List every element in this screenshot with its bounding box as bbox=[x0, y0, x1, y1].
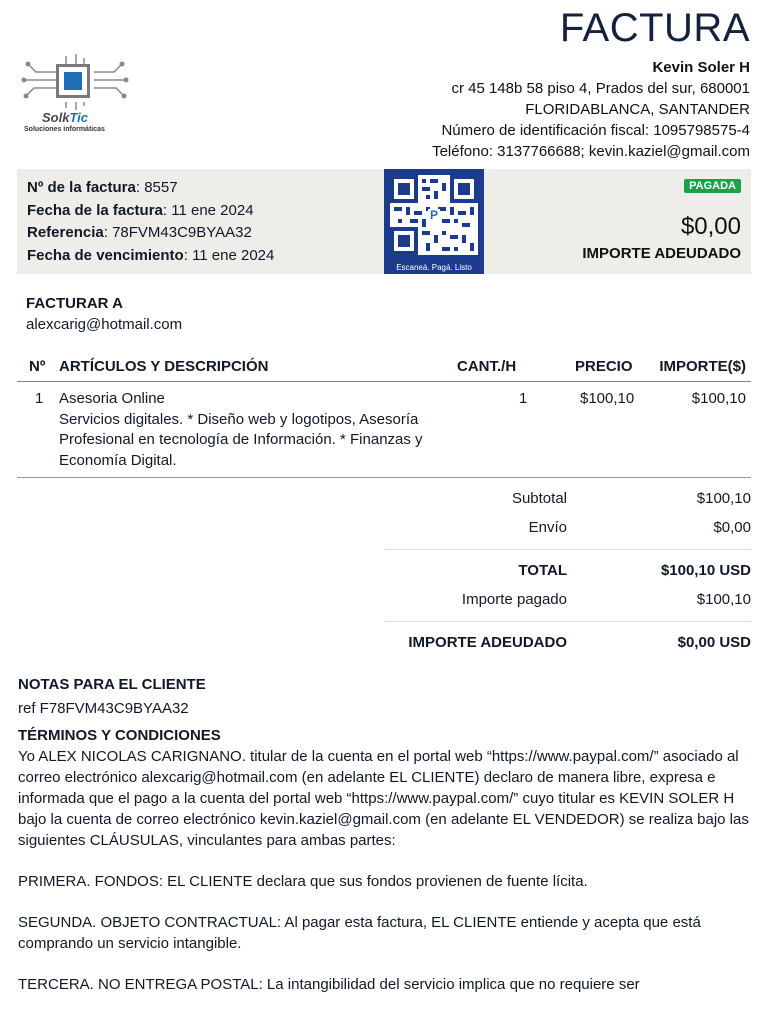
subtotal-row: Subtotal $100,10 bbox=[511, 490, 751, 507]
header-price: PRECIO bbox=[575, 358, 633, 375]
seller-contact: Teléfono: 3137766688; kevin.kaziel@gmail.com bbox=[432, 143, 750, 160]
logo-tagline: Soluciones informáticas bbox=[24, 126, 105, 133]
row-num: 1 bbox=[35, 390, 44, 407]
header-amount: IMPORTE($) bbox=[659, 358, 746, 375]
terms-body bbox=[18, 746, 758, 995]
notes-heading: NOTAS PARA EL CLIENTE bbox=[18, 676, 206, 693]
row-qty: 1 bbox=[519, 390, 528, 407]
totals-divider bbox=[385, 549, 751, 550]
qr-code-icon bbox=[390, 175, 478, 255]
header-num: Nº bbox=[29, 358, 46, 375]
invoice-date-row: Fecha de la factura: 11 ene 2024 bbox=[27, 201, 254, 219]
seller-info bbox=[432, 57, 750, 162]
seller-name: Kevin Soler H bbox=[652, 59, 750, 76]
row-detail: Servicios digitales. * Diseño web y logotipos, Asesoría Profesional en tecnología de Información. * Finanzas y Economía Digital. bbox=[59, 410, 423, 469]
svg-text:P: P bbox=[429, 208, 439, 222]
paid-row: Importe pagado $100,10 bbox=[461, 591, 751, 608]
bill-to-email: alexcarig@hotmail.com bbox=[26, 316, 183, 333]
header-description: ARTÍCULOS Y DESCRIPCIÓN bbox=[59, 358, 269, 375]
invoice-info-box bbox=[17, 169, 751, 274]
bill-to bbox=[26, 293, 182, 335]
company-logo bbox=[16, 54, 132, 138]
balance-due-row: IMPORTE ADEUDADO $0,00 USD bbox=[408, 634, 751, 651]
seller-address-line1: cr 45 148b 58 piso 4, Prados del sur, 680001 bbox=[451, 80, 750, 97]
terms-paragraph-1: Yo ALEX NICOLAS CARIGNANO. titular de la cuenta en el portal web “https://www.paypal.com/” asociado al correo electrónico alexcarig@hotmail.com (en adelante EL CLIENTE) declaro de manera libre, expresa e informada que el pago a la cuenta del portal web “https://www.paypal.com/” cuyo titular es KEVIN SOLER H bajo la cuenta de correo electrónico kevin.kaziel@gmail.com (en adelante EL VENDEDOR) se realiza bajo las siguientes CLÁUSULAS, vinculantes para ambas partes: bbox=[18, 748, 749, 849]
total-row: TOTAL $100,10 USD bbox=[518, 562, 751, 579]
header-qty: CANT./H bbox=[457, 358, 517, 375]
invoice-due-row: Fecha de vencimiento: 11 ene 2024 bbox=[27, 246, 275, 264]
row-amount: $100,10 bbox=[691, 390, 746, 407]
payment-qr-code[interactable] bbox=[384, 169, 484, 274]
table-divider bbox=[17, 477, 751, 478]
terms-paragraph-2: PRIMERA. FONDOS: EL CLIENTE declara que sus fondos provienen de fuente lícita. bbox=[18, 873, 588, 890]
invoice-details bbox=[27, 177, 274, 267]
shipping-row: Envío $0,00 bbox=[528, 519, 751, 536]
row-title: Asesoria Online bbox=[59, 390, 165, 407]
seller-tax-id: Número de identificación fiscal: 1095798575-4 bbox=[441, 122, 750, 139]
notes-text: ref F78FVM43C9BYAA32 bbox=[18, 700, 189, 717]
terms-heading: TÉRMINOS Y CONDICIONES bbox=[18, 727, 221, 744]
amount-due: $0,00 bbox=[680, 213, 741, 240]
totals-divider-2 bbox=[385, 621, 751, 622]
notes-section bbox=[18, 670, 758, 995]
status-badge: PAGADA bbox=[684, 179, 741, 193]
seller-address-line2: FLORIDABLANCA, SANTANDER bbox=[525, 101, 750, 118]
row-price: $100,10 bbox=[580, 390, 635, 407]
invoice-title: FACTURA bbox=[559, 6, 750, 50]
terms-paragraph-4: TERCERA. NO ENTREGA POSTAL: La intangibilidad del servicio implica que no requiere ser bbox=[18, 976, 640, 993]
amount-due-label: IMPORTE ADEUDADO bbox=[582, 245, 741, 262]
bill-to-heading: FACTURAR A bbox=[26, 295, 123, 312]
qr-caption: Escaneá. Pagá. Listo bbox=[396, 263, 472, 272]
logo-brand: SolkTic bbox=[42, 110, 89, 125]
totals-section bbox=[385, 488, 751, 661]
invoice-number-row: Nº de la factura: 8557 bbox=[27, 179, 178, 196]
items-table-header bbox=[17, 356, 751, 382]
chip-icon bbox=[56, 64, 90, 98]
row-description bbox=[59, 389, 429, 471]
terms-paragraph-3: SEGUNDA. OBJETO CONTRACTUAL: Al pagar esta factura, EL CLIENTE entiende y acepta que está comprando un servicio intangible. bbox=[18, 914, 701, 952]
invoice-reference-row: Referencia: 78FVM43C9BYAA32 bbox=[27, 224, 252, 241]
